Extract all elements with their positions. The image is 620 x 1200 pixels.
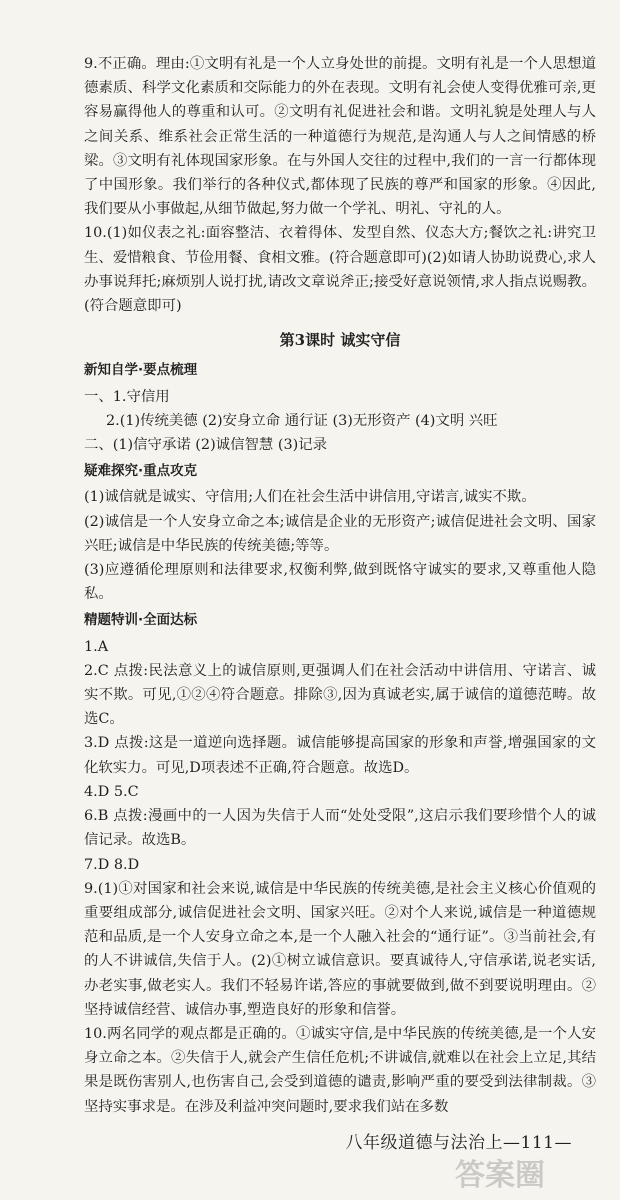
page-content [84,52,596,1119]
lesson-title: 第3课时 诚实守信 [279,331,401,350]
inquiry-1: (1)诚信就是诚实、守信用;人们在社会生活中讲信用,守诺言,诚实不欺。 [84,489,536,506]
inquiry-3: (3)应遵循伦理原则和法律要求,权衡利弊,做到既恪守诚实的要求,又尊重他人隐私。 [84,562,596,603]
answer-2: 2.C 点拨:民法意义上的诚信原则,更强调人们在社会活动中讲信用、守诺言、诚实不欺。可见,①②④符合题意。排除③,因为真诚老实,属于诚信的道德范畴。故选C。 [84,662,596,728]
answer-10: 10.两名同学的观点都是正确的。①诚实守信,是中华民族的传统美德,是一个人安身立命之本。②失信于人,就会产生信任危机;不讲诚信,就难以在社会上立足,其结果是既伤害别人,也伤害自己,会受到道德的谴责,影响严重的要受到法律制裁。③坚持实事求是。在涉及利益冲突问题时,要求我们站在多数 [84,1025,596,1115]
answer-9-previous: 9.不正确。理由:①文明有礼是一个人立身处世的前提。文明有礼是一个人思想道德素质、科学文化素质和交际能力的外在表现。文明有礼会使人变得优雅可亲,更容易赢得他人的尊重和认可。②文明有礼促进社会和谐。文明礼貌是处理人与人之间关系、维系社会正常生活的一种道德行为规范,是沟通人与人之间情感的桥梁。③文明有礼体现国家形象。在与外国人交往的过程中,我们的一言一行都体现了中国形象。我们举行的各种仪式,都体现了民族的尊严和国家的形象。④因此,我们要从小事做起,从细节做起,努力做一个学礼、明礼、守礼的人。 [84,56,596,218]
answer-4-5: 4.D 5.C [84,783,139,800]
item-2: 二、(1)信守承诺 (2)诚信智慧 (3)记录 [84,437,327,454]
answer-10-previous: 10.(1)如仪表之礼:面容整洁、衣着得体、发型自然、仪态大方;餐饮之礼:讲究卫生、爱惜粮食、节俭用餐、食相文雅。(符合题意即可)(2)如请人协助说费心,求人办事说拜托;麻烦别人说打扰,请改文章说斧正;接受好意说领情,求人指点说赐教。(符合题意即可) [84,225,596,315]
answer-6: 6.B 点拨:漫画中的一人因为失信于人而“处处受限”,这启示我们要珍惜个人的诚信记录。故选B。 [84,808,596,849]
section-heading-xinzhi: 新知自学·要点梳理 [84,362,198,379]
page-footer: 八年级道德与法治上—111— [345,1133,572,1153]
answer-9: 9.(1)①对国家和社会来说,诚信是中华民族的传统美德,是社会主义核心价值观的重要组成部分,诚信促进社会文明、国家兴旺。②对个人来说,诚信是一种道德规范和品质,是一个人安身立命之本,是一个人融入社会的“通行证”。③当前社会,有的人不讲诚信,失信于人。(2)①树立诚信意识。要真诚待人,守信承诺,说老实话,办老实事,做老实人。我们不轻易许诺,答应的事就要做到,做不到要说明理由。②坚持诚信经营、诚信办事,塑造良好的形象和信誉。 [84,880,596,1018]
section-heading-yinan: 疑难探究·重点攻克 [84,463,198,480]
item-1-1: 一、1.守信用 [84,388,170,405]
inquiry-2: (2)诚信是一个人安身立命之本;诚信是企业的无形资产;诚信促进社会文明、国家兴旺;诚信是中华民族的传统美德;等等。 [84,513,596,554]
answer-7-8: 7.D 8.D [84,856,140,873]
item-1-2: 2.(1)传统美德 (2)安身立命 通行证 (3)无形资产 (4)文明 兴旺 [106,412,498,429]
section-heading-jingti: 精题特训·全面达标 [84,612,198,629]
answer-1: 1.A [84,638,109,655]
watermark-logo: 答案圈 [455,1158,545,1193]
answer-3: 3.D 点拨:这是一道逆向选择题。诚信能够提高国家的形象和声誉,增强国家的文化软实力。可见,D项表述不正确,符合题意。故选D。 [84,735,596,776]
